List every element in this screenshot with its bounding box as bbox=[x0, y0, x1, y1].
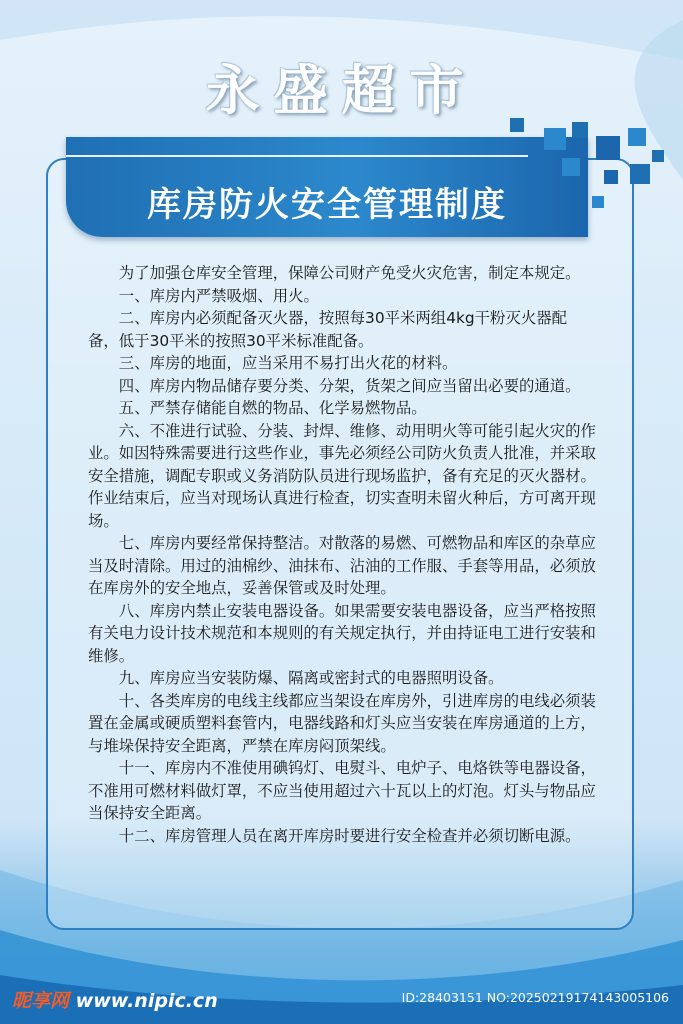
rule-6: 六、不准进行试验、分装、封焊、维修、动用明火等可能引起火灾的作业。如因特殊需要进行这些作业，事先必须经公司防火负责人批准，并采取安全措施，调配专职或义务消防队员进行现场监护，备有充足的灭火器材。作业结束后，应当对现场认真进行检查，切实查明未留火种后，方可离开现场。 bbox=[88, 421, 596, 530]
intro-paragraph: 为了加强仓库安全管理，保障公司财产免受火灾危害，制定本规定。 bbox=[118, 264, 581, 282]
watermark-id: ID:28403151 NO:20250219174143005106 bbox=[401, 990, 669, 1005]
rule-4: 四、库房内物品储存要分类、分架，货架之间应当留出必要的通道。 bbox=[118, 376, 581, 395]
rule-2: 二、库房内必须配备灭火器，按照每30平米两组4kg干粉灭火器配备，低于30平米的按照30平米标准配备。 bbox=[88, 309, 568, 350]
rule-9: 九、库房应当安装防爆、隔离或密封式的电器照明设备。 bbox=[118, 669, 504, 687]
page-title: 库房防火安全管理制度 bbox=[147, 185, 507, 225]
regulation-body bbox=[88, 262, 596, 847]
rule-7: 七、库房内要经常保持整洁。对散落的易燃、可燃物品和库区的杂草应当及时清除。用过的油棉纱、油抹布、沾油的工作服、手套等用品，必须放在库房外的安全地点，妥善保管或及时处理。 bbox=[88, 534, 596, 597]
rule-11: 十一、库房内不准使用碘钨灯、电熨斗、电炉子、电烙铁等电器设备，不准用可燃材料做灯罩，不应当使用超过六十瓦以上的灯泡。灯头与物品应当保持安全距离。 bbox=[88, 759, 596, 822]
watermark-site-name: 昵享网 bbox=[12, 990, 70, 1012]
rule-8: 八、库房内禁止安装电器设备。如果需要安装电器设备，应当严格按照有关电力设计技术规范和本规则的有关规定执行，并由持证电工进行安装和维修。 bbox=[88, 601, 596, 665]
rule-12: 十二、库房管理人员在离开库房时要进行安全检查并必须切断电源。 bbox=[118, 826, 581, 845]
rule-5: 五、严禁存储能自燃的物品、化学易燃物品。 bbox=[118, 399, 427, 417]
watermark-site bbox=[12, 986, 218, 1013]
title-divider bbox=[66, 155, 528, 157]
rule-3: 三、库房的地面，应当采用不易打出火花的材料。 bbox=[118, 354, 458, 372]
watermark-site-url: www.nipic.cn bbox=[75, 990, 218, 1012]
decorative-squares-icon bbox=[500, 110, 670, 220]
rule-10: 十、各类库房的电线主线都应当架设在库房外，引进库房的电线必须装置在金属或硬质塑料套管内，电器线路和灯头应当安装在库房通道的上方，与堆垛保持安全距离，严禁在库房闷顶架线。 bbox=[88, 691, 596, 755]
rule-1: 一、库房内严禁吸烟、用火。 bbox=[118, 286, 319, 305]
brand-name: 永盛超市 bbox=[205, 59, 478, 122]
